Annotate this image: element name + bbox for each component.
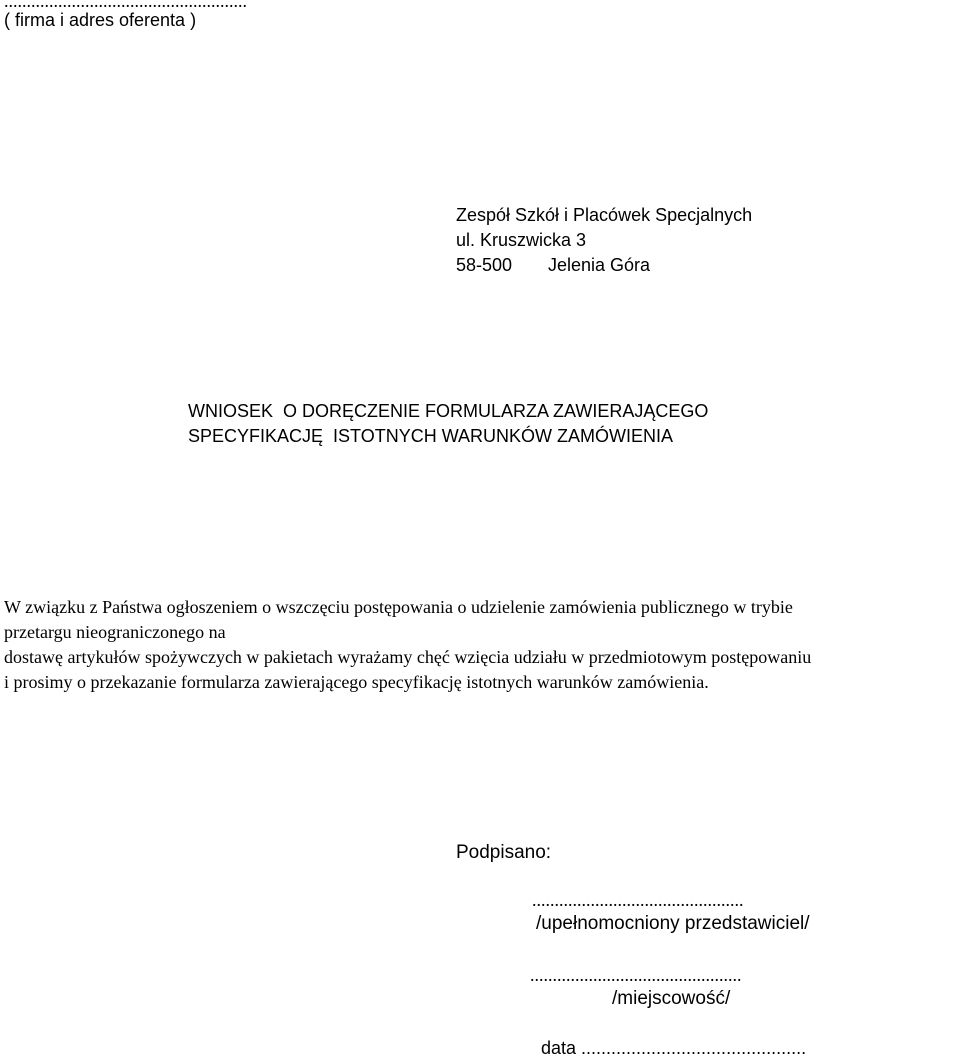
body-line-2: przetargu nieograniczonego na [4, 622, 226, 642]
recipient-postal-code: 58-500 [456, 255, 513, 275]
recipient-name: Zespół Szkół i Placówek Specjalnych [456, 205, 753, 225]
date-line: data ............................................. [541, 1038, 807, 1058]
recipient-city: Jelenia Góra [548, 255, 651, 275]
body-line-1: W związku z Państwa ogłoszeniem o wszczęciu postępowania o udzielenie zamówienia publicznego w trybie [4, 597, 793, 617]
sender-dots-line: ...................................................... [4, 0, 247, 11]
signature-label: Podpisano: [456, 842, 552, 863]
document-title-line-2: SPECYFIKACJĘ ISTOTNYCH WARUNKÓW ZAMÓWIENIA [188, 426, 674, 446]
recipient-street: ul. Kruszwicka 3 [456, 230, 587, 250]
signature-dots-line: ............................................... [532, 890, 744, 910]
place-dots-line: ............................................... [530, 965, 742, 985]
document-title-line-1: WNIOSEK O DORĘCZENIE FORMULARZA ZAWIERAJĄCEGO [188, 401, 709, 421]
signature-role: /upełnomocniony przedstawiciel/ [536, 913, 810, 934]
recipient-address [456, 255, 650, 276]
body-line-4: i prosimy o przekazanie formularza zawierającego specyfikację istotnych warunków zamówienia. [4, 672, 709, 692]
sender-label: ( firma i adres oferenta ) [4, 10, 197, 30]
body-line-3: dostawę artykułów spożywczych w pakietach wyrażamy chęć wzięcia udziału w przedmiotowym postępowaniu [4, 647, 812, 667]
place-label: /miejscowość/ [612, 988, 731, 1009]
